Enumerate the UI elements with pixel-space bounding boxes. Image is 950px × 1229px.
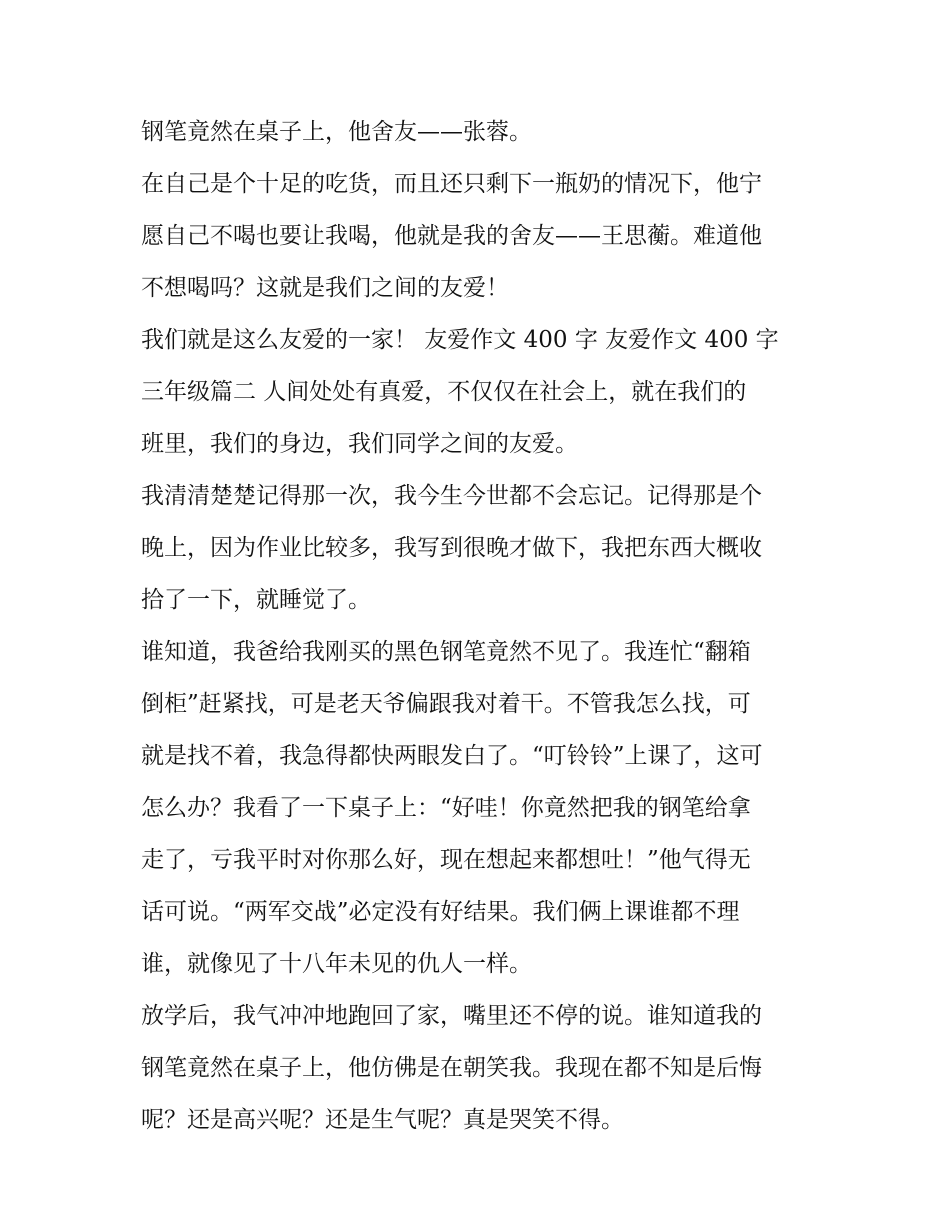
text-line: 放学后，我气冲冲地跑回了家，嘴里还不停的说。谁知道我的 [141, 1003, 762, 1029]
text-line: 班里，我们的身边，我们同学之间的友爱。 [141, 431, 578, 457]
text-line: 不想喝吗？这就是我们之间的友爱！ [141, 275, 509, 301]
text-line: 我清清楚楚记得那一次，我今生今世都不会忘记。记得那是个 [141, 483, 762, 509]
text-line: 怎么办？我看了一下桌子上：“好哇！你竟然把我的钢笔给拿 [141, 795, 751, 821]
text-line: 我们就是这么友爱的一家！ 友爱作文 400 字 友爱作文 400 字 [141, 327, 779, 353]
text-line: 钢笔竟然在桌子上，他仿佛是在朝笑我。我现在都不知是后悔 [141, 1055, 762, 1081]
text-line: 就是找不着，我急得都快两眼发白了。“叮铃铃”上课了，这可 [141, 743, 763, 769]
text-line: 在自己是个十足的吃货，而且还只剩下一瓶奶的情况下，他宁 [141, 171, 762, 197]
document-page [141, 106, 821, 1146]
text-line: 走了，亏我平时对你那么好，现在想起来都想吐！”他气得无 [141, 847, 751, 873]
text-line: 愿自己不喝也要让我喝，他就是我的舍友——王思蘅。难道他 [141, 223, 762, 249]
text-line: 拾了一下，就睡觉了。 [141, 587, 371, 613]
text-line: 谁，就像见了十八年未见的仇人一样。 [141, 951, 532, 977]
text-line: 倒柜”赶紧找，可是老天爷偏跟我对着干。不管我怎么找，可 [141, 691, 751, 717]
text-line: 晚上，因为作业比较多，我写到很晚才做下，我把东西大概收 [141, 535, 762, 561]
text-line: 三年级篇二 人间处处有真爱，不仅仅在社会上，就在我们的 [141, 379, 747, 405]
text-line: 呢？还是高兴呢？还是生气呢？真是哭笑不得。 [141, 1107, 624, 1133]
text-line: 谁知道，我爸给我刚买的黑色钢笔竟然不见了。我连忙“翻箱 [141, 639, 751, 665]
text-line: 钢笔竟然在桌子上，他舍友——张蓉。 [141, 119, 532, 145]
text-line: 话可说。“两军交战”必定没有好结果。我们俩上课谁都不理 [141, 899, 740, 925]
